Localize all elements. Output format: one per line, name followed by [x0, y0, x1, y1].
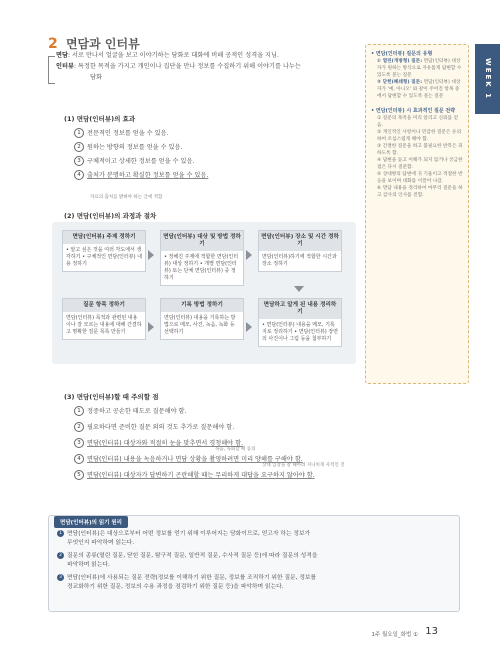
cautions-list	[74, 404, 315, 484]
sidebar-section-title: • 면담(인터뷰) 질문의 유형	[371, 51, 433, 57]
definition-interview-cont: 담화	[90, 74, 102, 81]
caution-item: 2 필요하다면 준비한 질문 외의 것도 추가로 질문해야 함.	[74, 420, 315, 436]
arrow-right-icon	[148, 250, 154, 260]
definitions	[56, 50, 356, 83]
sidebar-line: ⑤ 상대방의 답변에 귀 기울이고 적절한 반응을 보이며 대화를 이끌어 나감.	[377, 172, 463, 184]
definition-bracket	[48, 56, 55, 84]
reading-tips-box	[48, 515, 460, 612]
process-box-target: 면담(인터뷰) 대상 및 방법 정하기 • 정해진 주제에 적합한 면담(인터뷰) 대상 정하기 • 개별 면담(인터뷰) 또는 단체 면담(인터뷰) 중 정하기	[160, 230, 244, 286]
sidebar-line: ④ 답변을 듣고 이해가 되지 않거나 궁금한 점은 다시 질문함.	[377, 158, 463, 170]
sidebar-line: ① 열린(개방형) 질문: 면담(인터뷰) 대상자가 원하는 방식으로 자유롭게 답변할 수 있도록 묻는 질문	[377, 59, 462, 78]
effects-heading: (1) 면담(인터뷰)의 효과	[64, 115, 136, 123]
section-number: 2	[48, 36, 58, 52]
process-box-summary: 면담하고 알게 된 내용 정리하기 • 면담(인터뷰) 내용을 메모, 기록지로 정리하기 • 면담(인터뷰) 장면의 사진이나 그림 등을 첨부하기	[258, 298, 342, 347]
effect-item: 3 구체적이고 상세한 정보를 얻을 수 있음.	[74, 155, 208, 169]
caution-note-5: 상대 입장을 잘 헤아려 지나치게 사적인 것	[262, 463, 345, 468]
tip-line: 2 질문의 종류(열린 질문, 닫힌 질문, 탐구적 질문, 일반적 질문, 수사적 질문 등)에 따라 질문의 성격을	[57, 552, 451, 561]
arrow-right-icon	[246, 322, 252, 332]
section-title-text: 면담과 인터뷰	[65, 37, 140, 51]
sidebar-line: ② 닫힌(폐쇄형) 질문: 면담(인터뷰) 대상자가 '예, 아니오' 와 같이 주어진 항목 중에서 답변할 수 있도록 묻는 질문	[377, 80, 461, 99]
process-box-topic: 면담(인터뷰) 주제 정하기 • 알고 싶은 것을 여러 각도에서 생각하기 • 구체적인 면담(인터뷰) 내용 정하기	[62, 230, 146, 272]
process-heading: (2) 면담(인터뷰)의 과정과 절차	[64, 212, 157, 220]
sidebar-line: ① 질문의 목적을 미리 알리고 신뢰를 얻음.	[377, 116, 459, 128]
cautions-heading: (3) 면담(인터뷰)할 때 주의할 점	[64, 393, 159, 401]
caution-item: 1 정중하고 공손한 태도로 질문해야 함.	[74, 404, 315, 420]
caution-note-4: 녹음, 녹화할 때 동의	[215, 447, 256, 452]
effect-item: 4 출처가 분명하고 확실한 정보를 얻을 수 있음.	[74, 169, 208, 183]
caution-item: 5 면담(인터뷰) 대상자가 답변하기 곤란해할 때는 무리하게 대답을 요구하지 않아야 함.	[74, 468, 315, 484]
tip-line: 3 면담(인터뷰)에 사용되는 질문 전략(정보를 이해하기 위한 질문, 정보를 조직하기 위한 질문, 정보를	[57, 574, 451, 583]
definition-interview-face: 면담: 서로 만나서 얼굴을 보고 이야기하는 담화로 대화에 비해 공적인 성격을 지님.	[56, 52, 279, 59]
effects-list	[74, 127, 208, 183]
tip-line: 파악하며 읽는다.	[67, 562, 110, 568]
tips-content	[49, 530, 459, 592]
tip-line: 정교화하기 위한 질문, 정보의 수용 과정을 점검하기 위한 질문 등)을 파악하며 읽는다.	[67, 584, 284, 590]
tip-line: 1 면담(인터뷰)은 대상으로부터 어떤 정보를 얻기 위해 이루어지는 담화이므로, 얻고자 하는 정보가	[57, 530, 451, 539]
process-box-record: 기록 방법 정하기 면담(인터뷰) 내용을 기록하는 방법으로 메모, 사진, 녹음, 녹화 등 선택하기	[160, 298, 244, 340]
page-number: 13	[425, 626, 438, 637]
arrow-right-icon	[148, 322, 154, 332]
sidebar-line: ③ 간결한 질문을 하고 불필요한 반복은 피하도록 함.	[377, 144, 463, 156]
reading-tips-label: 면담(인터뷰)의 읽기 원리	[54, 516, 128, 528]
tip-line: 무엇인지 파악하며 읽는다.	[67, 540, 135, 546]
process-box-place: 면담(인터뷰) 장소 및 시간 정하기 면담(인터뷰)하기에 적합한 시간과 장소 정하기	[258, 230, 342, 272]
process-box-questions: 질문 항목 정하기 면담(인터뷰) 목적과 관련된 내용이나 잘 모르는 내용에 대해 간결하고 명확한 질문 목록 만들기	[62, 298, 146, 340]
caution-item: 3 면담(인터뷰) 대상자와 적절히 눈을 맞추면서 경청해야 함.	[74, 436, 315, 452]
sidebar-notes	[365, 44, 469, 384]
effect-item: 2 원하는 방향의 정보를 얻을 수 있음.	[74, 141, 208, 155]
caution-item: 4 면담(인터뷰) 내용을 녹음하거나 면담 상황을 촬영하려면 미리 양해를 구해야 함.	[74, 452, 315, 468]
definition-interview: 인터뷰: 특정한 목적을 가지고 개인이나 집단을 만나 정보를 수집하기 위해 이야기를 나누는	[56, 63, 301, 70]
arrow-right-icon	[246, 250, 252, 260]
sidebar-section-title: • 면담(인터뷰) 시 효과적인 질문 전략	[371, 108, 456, 114]
effect-item: 1 전문적인 정보를 얻을 수 있음.	[74, 127, 208, 141]
process-flowchart	[52, 222, 356, 364]
sidebar-line: ⑥ 면담 내용을 정리하여 마무리 질문을 하고 감사의 인사를 전함.	[377, 186, 463, 198]
effects-note: 자료의 출처를 밝혀야 하는 글에 적합	[90, 195, 163, 200]
arrow-down-icon	[294, 286, 304, 292]
footer-text: 1주 월요일_화법 ①	[371, 632, 418, 638]
week-tab[interactable]: WEEK 1	[475, 44, 500, 114]
sidebar-line: ② 개인적인 사항이나 민감한 질문은 유의하여 조심스럽게 해야 함.	[377, 130, 462, 142]
